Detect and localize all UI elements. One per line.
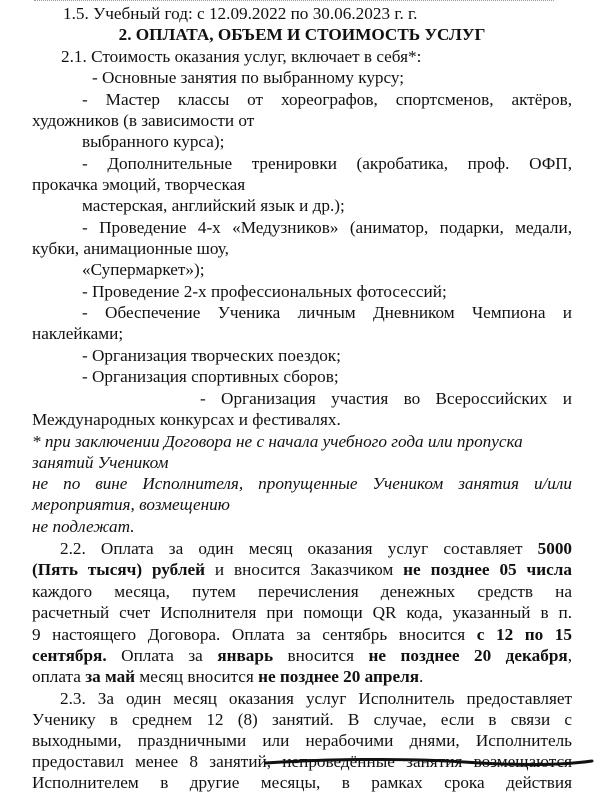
footnote-line: * при заключении Договора не с начала учебного года или пропуска xyxy=(32,432,523,451)
footnote-line: мероприятия, возмещению xyxy=(32,495,230,514)
pen-underline-mark xyxy=(264,756,594,768)
clause-2-3-line: предоставил менее 8 занятий, непроведённые занятия возмещаются xyxy=(32,752,572,771)
price-amount: 5000 xyxy=(537,539,572,558)
list-item: - Организация участия во Всероссийских и xyxy=(200,389,572,408)
september-dates: с 12 по 15 xyxy=(476,625,572,644)
price-words: (Пять тысяч) рублей xyxy=(32,560,205,579)
text-run: . xyxy=(419,667,424,686)
list-item-continuation: выбранного курса); xyxy=(82,132,225,151)
footnote-line: занятий Учеником xyxy=(32,453,169,472)
clause-2-2-line: расчетный счет Исполнителя при помощи QR кода, указанный в п. xyxy=(32,603,572,622)
clause-2-2-line xyxy=(32,625,572,646)
clause-2-3-line: Исполнителем в другие месяцы, в рамках срока действия xyxy=(32,773,572,792)
list-item-continuation: прокачка эмоций, творческая xyxy=(32,175,246,194)
text-run: 2.2. Оплата за один месяц оказания услуг составляет xyxy=(60,539,538,558)
list-item-continuation: художников (в зависимости от xyxy=(32,111,255,130)
list-item: - Проведение 4-х «Медузников» (аниматор, подарки, медали, xyxy=(82,218,572,237)
text-run: вносится xyxy=(273,646,369,665)
payment-deadline: не позднее 05 числа xyxy=(403,560,573,579)
text-run: и вносится Заказчиком xyxy=(205,560,404,579)
list-item-continuation: наклейками; xyxy=(32,324,124,343)
list-item: - Организация творческих поездок; xyxy=(82,346,341,365)
clause-2-1-intro: 2.1. Стоимость оказания услуг, включает в себя*: xyxy=(61,47,422,66)
footnote-line: не по вине Исполнителя, пропущенные Учеником занятия и/или xyxy=(32,474,572,493)
list-item-continuation: Международных конкурсах и фестивалях. xyxy=(32,410,341,429)
clause-1-5: 1.5. Учебный год: с 12.09.2022 по 30.06.2023 г. г. xyxy=(63,4,418,23)
text-run: , xyxy=(567,646,572,665)
clause-2-2-line xyxy=(32,560,572,581)
list-item-continuation: мастерская, английский язык и др.); xyxy=(82,196,345,215)
clause-2-2-line xyxy=(32,667,423,688)
clause-2-3-line: Ученику в среднем 12 (8) занятий. В случае, если в связи с xyxy=(32,710,572,729)
clause-2-2-line: каждого месяца, путем перечисления денежных средств на xyxy=(32,582,572,601)
text-run: оплата xyxy=(32,667,86,686)
section-title: 2. ОПЛАТА, ОБЪЕМ И СТОИМОСТЬ УСЛУГ xyxy=(118,25,486,44)
text-run: 9 настоящего Договора. Оплата за сентябрь вносится xyxy=(32,625,477,644)
january-deadline: не позднее 20 декабря xyxy=(368,646,568,665)
may-word: за май xyxy=(85,667,136,686)
text-run: Оплата за xyxy=(106,646,218,665)
text-run: месяц вносится xyxy=(135,667,259,686)
cropped-previous-line xyxy=(34,0,554,1)
list-item: - Организация спортивных сборов; xyxy=(82,367,339,386)
clause-2-3-line: 2.3. За один месяц оказания услуг Исполнитель предоставляет xyxy=(60,689,572,708)
may-deadline: не позднее 20 апреля xyxy=(258,667,420,686)
january-word: январь xyxy=(217,646,274,665)
clause-2-2-line xyxy=(32,646,572,667)
september-word: сентября. xyxy=(32,646,107,665)
clause-2-3-line: выходными, праздничными или нерабочими днями, Исполнитель xyxy=(32,731,572,750)
list-item: - Обеспечение Ученика личным Дневником Чемпиона и xyxy=(82,303,572,322)
list-item: - Проведение 2-х профессиональных фотосессий; xyxy=(82,282,447,301)
list-item: - Дополнительные тренировки (акробатика, проф. ОФП, xyxy=(82,154,572,173)
clause-2-2-line xyxy=(60,539,572,560)
footnote-line: не подлежат. xyxy=(32,517,135,536)
list-item-continuation: кубки, анимационные шоу, xyxy=(32,239,229,258)
list-item: - Мастер классы от хореографов, спортсменов, актёров, xyxy=(82,90,572,109)
list-item-continuation: «Супермаркет»); xyxy=(82,260,205,279)
list-item: - Основные занятия по выбранному курсу; xyxy=(92,68,405,87)
